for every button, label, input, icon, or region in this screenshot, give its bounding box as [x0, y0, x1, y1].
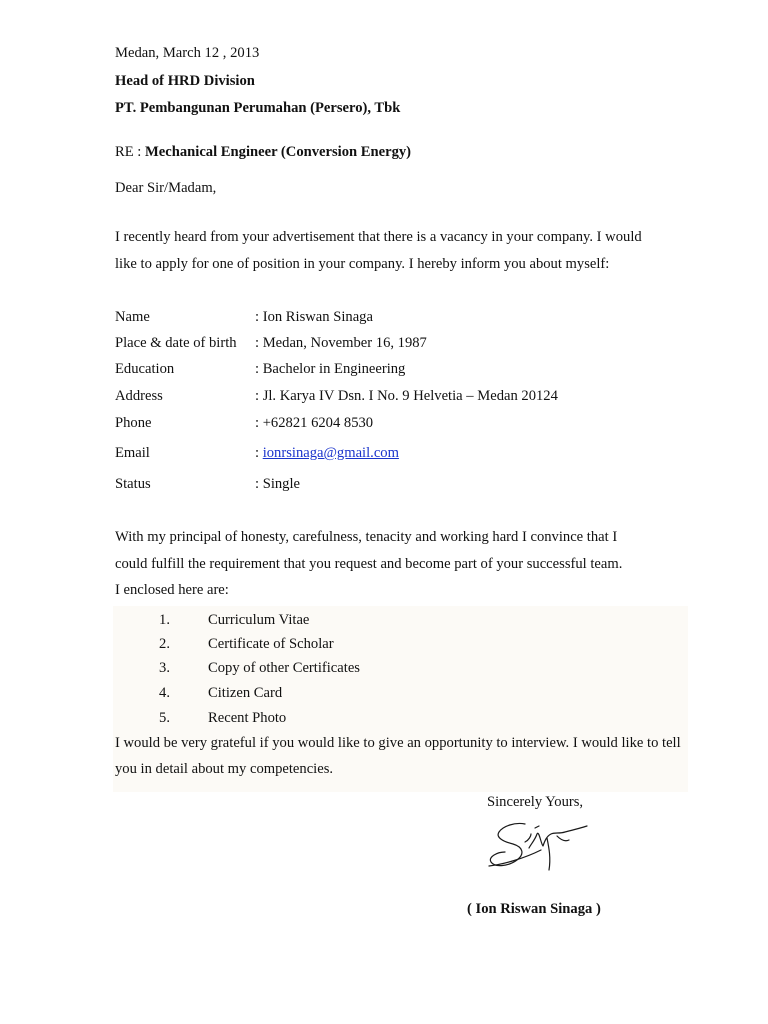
sign-off: Sincerely Yours, [487, 794, 584, 810]
closing-paragraph: I would be very grateful if you would like to give an opportunity to interview. I would like to tell you in detail about my competencies. [115, 735, 681, 777]
enclosure-item: Copy of other Certificates [208, 660, 360, 676]
detail-value-birth: : Medan, November 16, 1987 [255, 335, 427, 351]
detail-value-address: : Jl. Karya IV Dsn. I No. 9 Helvetia – Medan 20124 [255, 388, 558, 404]
intro-line-2: like to apply for one of position in your company. I hereby inform you about myself: [115, 256, 610, 272]
detail-value-name: : Ion Riswan Sinaga [255, 309, 373, 325]
enclosure-item: Recent Photo [208, 710, 287, 726]
enclosure-number: 5. [159, 710, 170, 726]
detail-label-birth: Place & date of birth [115, 335, 237, 351]
detail-label-address: Address [115, 388, 163, 404]
body-line-2: could fulfill the requirement that you request and become part of your successful team. [115, 556, 623, 572]
detail-value-education: : Bachelor in Engineering [255, 361, 406, 377]
intro-line-1: I recently heard from your advertisement that there is a vacancy in your company. I would [115, 229, 642, 245]
recipient-company: PT. Pembangunan Perumahan (Persero), Tbk [115, 100, 401, 116]
detail-label-education: Education [115, 361, 175, 377]
enclosure-number: 2. [159, 636, 170, 652]
subject-prefix: RE : [115, 144, 145, 160]
subject-line [115, 144, 411, 161]
enclosed-intro: I enclosed here are: [115, 582, 229, 598]
detail-label-name: Name [115, 309, 150, 325]
detail-value-phone: : +62821 6204 8530 [255, 415, 374, 431]
email-link[interactable]: ionrsinaga@gmail.com [262, 445, 399, 461]
body-line-1: With my principal of honesty, carefulness, tenacity and working hard I convince that I [115, 529, 618, 545]
enclosure-number: 1. [159, 612, 170, 628]
handwritten-signature [485, 818, 595, 882]
subject-text: Mechanical Engineer (Conversion Energy) [145, 144, 412, 160]
salutation: Dear Sir/Madam, [115, 180, 217, 196]
detail-value-status: : Single [255, 476, 300, 492]
detail-label-email: Email [115, 445, 150, 461]
enclosure-number: 4. [159, 685, 170, 701]
detail-label-phone: Phone [115, 415, 152, 431]
detail-value-email-prefix: : [255, 445, 263, 461]
detail-value-email-row [255, 445, 399, 462]
enclosure-item: Curriculum Vitae [208, 612, 310, 628]
recipient-title: Head of HRD Division [115, 73, 255, 89]
letter-date: Medan, March 12 , 2013 [115, 45, 260, 61]
detail-label-status: Status [115, 476, 151, 492]
signature-name: ( Ion Riswan Sinaga ) [467, 901, 601, 917]
enclosure-item: Certificate of Scholar [208, 636, 334, 652]
enclosure-item: Citizen Card [208, 685, 283, 701]
enclosure-number: 3. [159, 660, 170, 676]
